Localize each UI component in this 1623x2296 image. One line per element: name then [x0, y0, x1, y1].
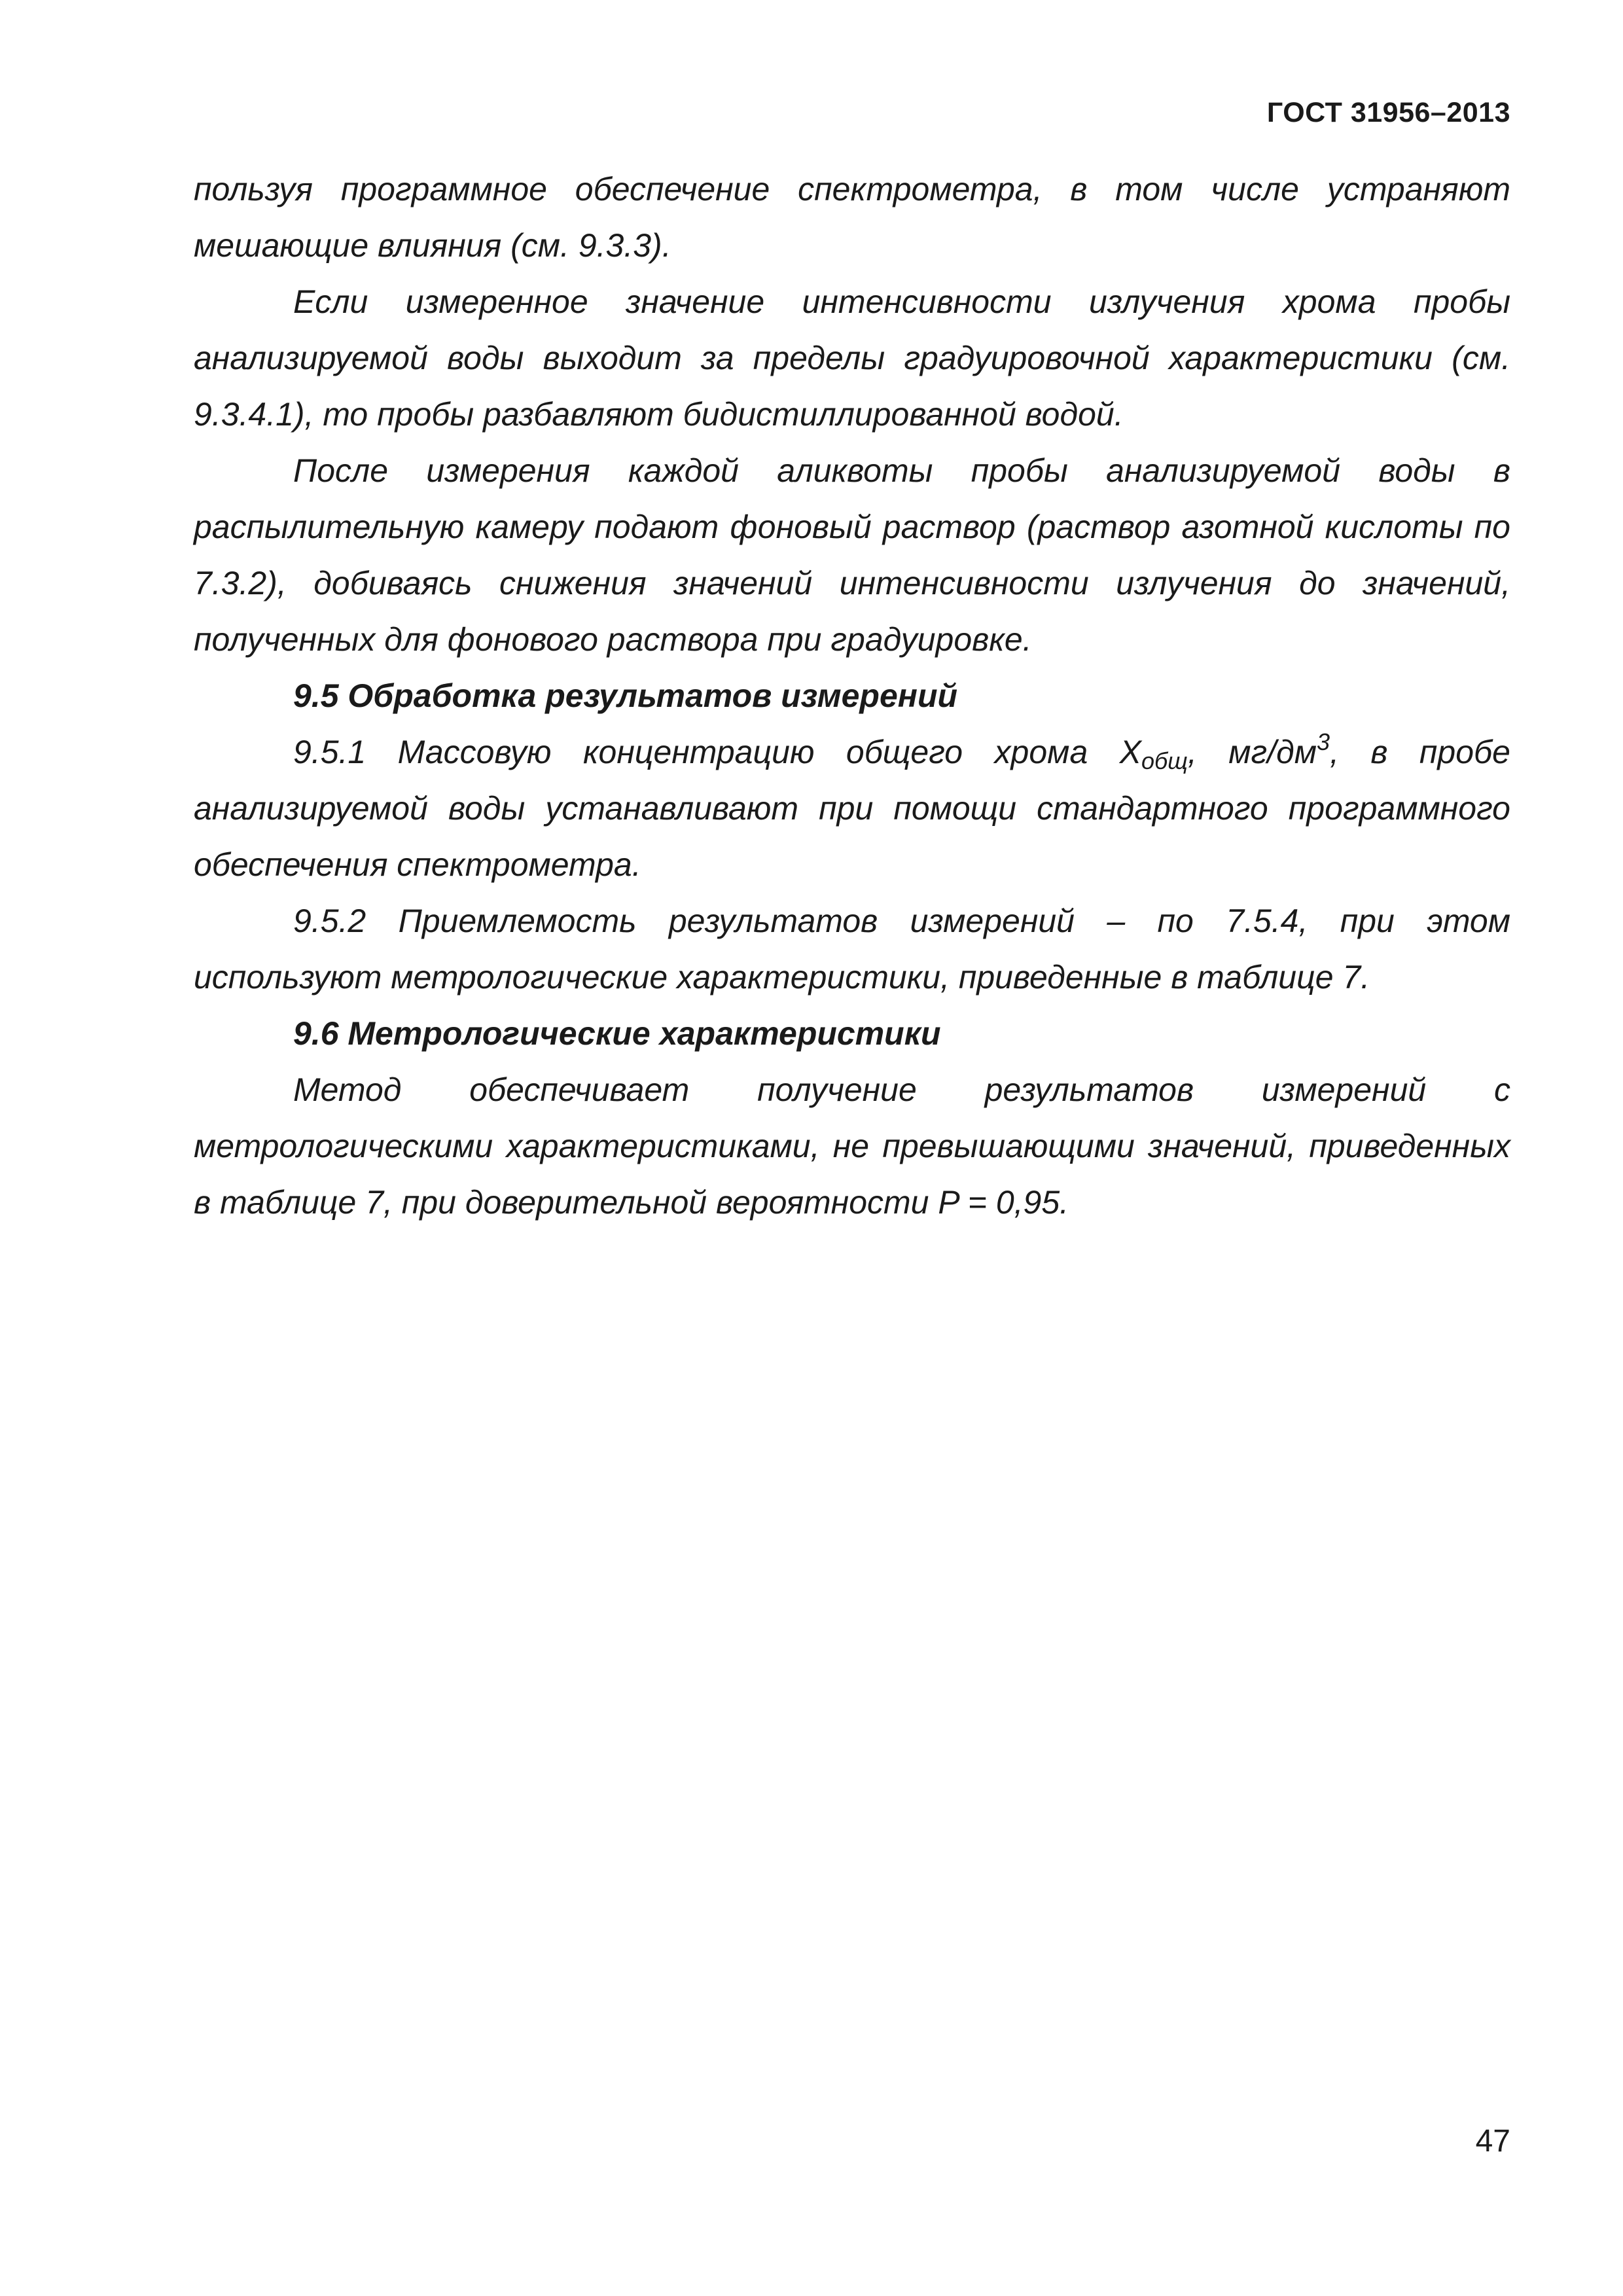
- paragraph-9-6: Метод обеспечивает получение результатов измерений с метрологическими характеристиками, не превышающими значений, приведенных в таблице 7, при доверительной вероятности P = 0,95.: [194, 1071, 1510, 1221]
- section-heading-9-6: 9.6 Метрологические характеристики: [293, 1015, 941, 1052]
- paragraph-continuation: пользуя программное обеспечение спектрометра, в том числе устраняют мешающие влияния (см. 9.3.3).: [194, 171, 1510, 264]
- p951-text-a: 9.5.1 Массовую концентрацию общего хрома X: [293, 734, 1142, 770]
- page-body: [194, 161, 1510, 1230]
- document-code: ГОСТ 31956–2013: [1266, 97, 1510, 128]
- paragraph-9-5-1: [194, 724, 1510, 893]
- p951-superscript: 3: [1317, 728, 1330, 756]
- section-heading-9-5: 9.5 Обработка результатов измерений: [293, 677, 958, 714]
- paragraph-dilution: Если измеренное значение интенсивности излучения хрома пробы анализируемой воды выходит за пределы градуировочной характеристики (см. 9.3.4.1), то пробы разбавляют бидистиллированной водой.: [194, 283, 1510, 433]
- paragraph-9-5-2: 9.5.2 Приемлемость результатов измерений – по 7.5.4, при этом используют метрологические характеристики, приведенные в таблице 7.: [194, 903, 1510, 996]
- p951-text-b: , мг/дм: [1187, 734, 1317, 770]
- p951-subscript: общ: [1141, 747, 1188, 774]
- paragraph-background-solution: После измерения каждой аликвоты пробы анализируемой воды в распылительную камеру подают фоновый раствор (раствор азотной кислоты по 7.3.2), добиваясь снижения значений интенсивности излучения до значений, полученных для фонового раствора при градуировке.: [194, 452, 1510, 658]
- p951-text-c: , в пробе анализируемой воды устанавливают при помощи стандартного программного обеспечения спектрометра.: [194, 734, 1510, 883]
- page-number: 47: [1475, 2124, 1510, 2159]
